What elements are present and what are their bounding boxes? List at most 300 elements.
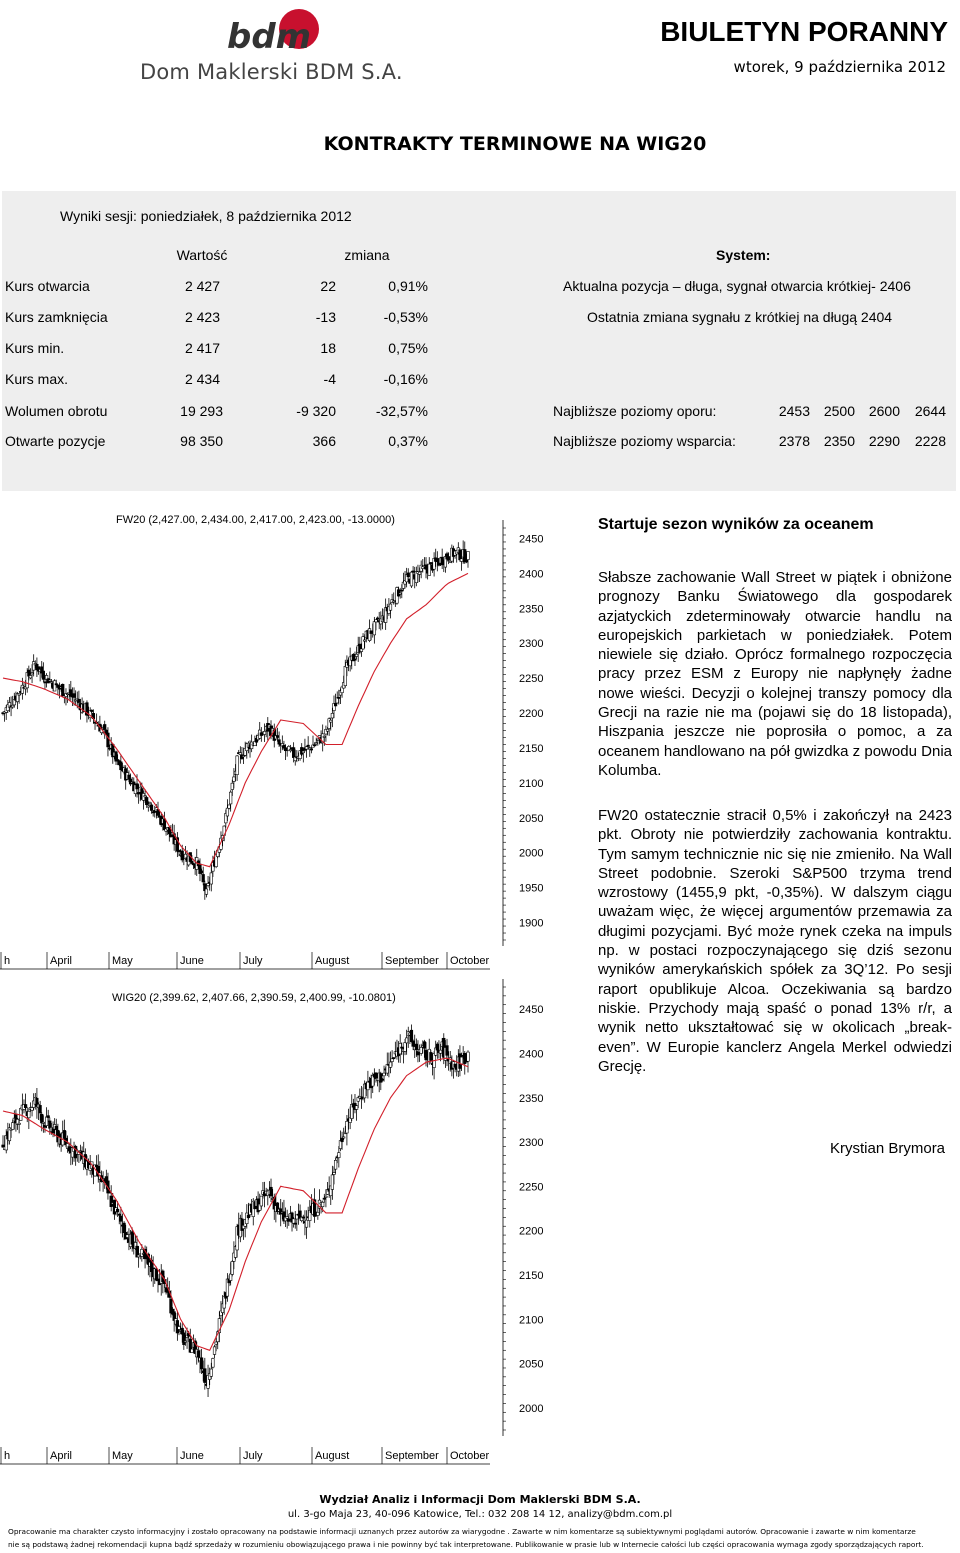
candle-body <box>118 1214 121 1215</box>
footer-address: ul. 3-go Maja 23, 40-096 Katowice, Tel.: 032 208 14 12, analizy@bdm.com.pl <box>287 1509 673 1520</box>
support-level: 2378 <box>778 433 810 449</box>
candle-body <box>137 792 140 794</box>
candle-body <box>32 662 35 671</box>
candle-body <box>404 1043 407 1052</box>
y-tick-label: 2050 <box>519 812 544 825</box>
candle-body <box>231 1261 234 1274</box>
commentary-title: Startuje sezon wyników za oceanem <box>598 516 874 533</box>
candle-body <box>45 1117 48 1126</box>
chart-title: FW20 (2,427.00, 2,434.00, 2,417.00, 2,423.00, -13.0000) <box>116 514 395 526</box>
candles <box>2 540 470 899</box>
candle-body <box>229 792 232 804</box>
candle <box>231 1260 234 1276</box>
system-last-signal: Ostatnia zmiana sygnału z krótkiej na długą 2404 <box>587 309 893 325</box>
candle <box>49 672 52 683</box>
x-axis <box>0 1447 490 1464</box>
candle-body <box>73 694 76 698</box>
candle-body <box>329 720 332 722</box>
candle <box>213 1345 216 1358</box>
candle <box>325 726 328 742</box>
candle-body <box>191 861 194 863</box>
candle <box>428 557 431 576</box>
candle-body <box>375 620 378 622</box>
candle-body <box>120 1216 123 1221</box>
candle-body <box>405 1038 408 1043</box>
candle-body <box>231 783 234 789</box>
x-axis <box>0 952 490 969</box>
candle-body <box>44 682 47 683</box>
candle <box>321 724 324 751</box>
candle-body <box>391 1059 394 1062</box>
candle-body <box>355 1106 358 1110</box>
candle <box>362 633 365 650</box>
candle <box>292 1217 295 1227</box>
candle-body <box>63 1130 66 1138</box>
candle-body <box>11 1123 14 1130</box>
row-value: 19 293 <box>180 403 223 419</box>
candle-body <box>200 871 203 873</box>
row-label: Kurs zamknięcia <box>5 309 108 325</box>
row-change: 22 <box>320 278 336 294</box>
candle <box>405 568 408 587</box>
x-tick-label: April <box>50 955 73 967</box>
resistance-label: Najbliższe poziomy oporu: <box>553 403 717 419</box>
candle <box>359 1088 362 1098</box>
x-tick-label: May <box>112 1450 133 1462</box>
y-tick-label: 2300 <box>519 638 544 651</box>
candle <box>463 1051 466 1075</box>
candle <box>350 1094 353 1121</box>
y-tick-label: 2250 <box>519 1181 544 1194</box>
candle <box>260 727 263 742</box>
candle <box>446 1039 449 1066</box>
row-label: Otwarte pozycje <box>5 433 106 449</box>
candle-body <box>289 750 292 751</box>
section-title: KONTRAKTY TERMINOWE NA WIG20 <box>323 133 707 155</box>
candle <box>305 746 308 758</box>
x-tick-label: July <box>243 1450 263 1462</box>
y-tick-label: 2400 <box>519 568 544 581</box>
candle <box>305 1210 308 1239</box>
support-label: Najbliższe poziomy wsparcia: <box>553 433 736 449</box>
row-label: Kurs min. <box>5 340 65 356</box>
candle-body <box>229 1274 232 1281</box>
candle-body <box>460 559 463 562</box>
candle <box>375 1072 378 1082</box>
candle <box>115 751 118 766</box>
candle <box>407 1027 410 1048</box>
candle-body <box>28 1111 31 1117</box>
candle-body <box>141 1249 144 1256</box>
candle <box>304 739 307 752</box>
candle-body <box>292 1219 295 1224</box>
resistance-level: 2600 <box>868 403 900 419</box>
y-tick-label: 2200 <box>519 1225 544 1238</box>
candle-body <box>31 673 34 674</box>
row-change-pct: -0,53% <box>383 309 428 325</box>
footer-disclaimer: Opracowanie ma charakter czysto informacyjny i zostało opracowany na podstawie informacji uznanych przez autorów za wiarygodne . Zawarte w nim komentarze są subiektywnymi poglądami autorów. Opracowanie i zawarte w nim komentarze <box>8 1527 916 1536</box>
candle <box>392 1057 395 1059</box>
company-name: Dom Maklerski BDM S.A. <box>140 60 403 84</box>
candle <box>42 662 45 682</box>
x-tick-label: September <box>385 1450 439 1462</box>
candle-body <box>323 736 326 737</box>
candle <box>308 747 311 757</box>
candle-body <box>410 1030 413 1041</box>
candle-body <box>49 680 52 681</box>
candle-body <box>389 1062 392 1067</box>
candle-body <box>178 850 181 852</box>
candle-body <box>399 593 402 594</box>
y-tick-label: 2300 <box>519 1137 544 1150</box>
y-tick-label: 2000 <box>519 847 544 860</box>
candle-body <box>333 1173 336 1175</box>
candle-body <box>323 1198 326 1199</box>
candle-body <box>18 694 21 695</box>
candle <box>415 567 418 587</box>
x-tick-label: h <box>4 1450 11 1462</box>
y-tick-label: 2450 <box>519 533 544 546</box>
candle <box>380 1072 383 1090</box>
candle-body <box>305 747 308 749</box>
candle-body <box>278 740 281 744</box>
candle-body <box>331 713 334 718</box>
row-value: 2 417 <box>184 340 220 356</box>
candle-body <box>415 1044 418 1050</box>
candle-body <box>42 671 45 679</box>
candle <box>176 832 179 857</box>
candle-body <box>11 705 14 707</box>
candle-body <box>381 1079 384 1080</box>
x-tick-label: August <box>315 1450 350 1462</box>
candle-body <box>213 1347 216 1355</box>
candle-body <box>386 1064 389 1073</box>
y-tick-label: 2350 <box>519 1092 544 1105</box>
candle-body <box>287 1219 290 1221</box>
candle-body <box>447 557 450 561</box>
candle <box>410 1024 413 1042</box>
candle <box>355 1105 358 1121</box>
candle <box>236 755 239 781</box>
candle-body <box>420 1047 423 1053</box>
candle-body <box>263 731 266 734</box>
candle <box>420 560 423 578</box>
row-label: Kurs otwarcia <box>5 278 90 294</box>
company-logo <box>225 8 325 60</box>
candle-body <box>362 637 365 649</box>
candle-body <box>412 571 415 572</box>
candle-body <box>283 745 286 748</box>
candle-body <box>344 666 347 685</box>
x-tick-label: September <box>385 955 439 967</box>
candle <box>142 791 145 810</box>
row-change: 18 <box>320 340 336 356</box>
moving-average-line <box>3 1058 468 1350</box>
candle-body <box>260 1196 263 1206</box>
system-header: System: <box>716 247 771 263</box>
candle-body <box>375 1073 378 1079</box>
y-tick-label: 2150 <box>519 742 544 755</box>
candle-body <box>307 745 310 746</box>
candle-body <box>204 1369 207 1383</box>
candle-body <box>47 1116 50 1118</box>
candle <box>74 690 77 706</box>
candle-body <box>207 883 210 885</box>
candle <box>276 1202 279 1214</box>
candle-body <box>428 564 431 575</box>
candle <box>207 1365 210 1397</box>
candle <box>342 1128 345 1140</box>
candle-body <box>412 1041 415 1046</box>
candle <box>467 1050 470 1072</box>
candle-body <box>418 572 421 574</box>
candle-body <box>294 1223 297 1224</box>
session-title: Wyniki sesji: poniedziałek, 8 października 2012 <box>60 208 352 224</box>
candle-body <box>376 618 379 619</box>
candle-body <box>430 562 433 563</box>
y-tick-label: 2350 <box>519 603 544 616</box>
candle <box>367 1071 370 1099</box>
candle-body <box>270 1187 273 1196</box>
candle <box>399 1034 402 1063</box>
candle <box>257 1191 260 1214</box>
row-change-pct: -0,16% <box>383 371 428 387</box>
candle-body <box>467 1052 470 1061</box>
candle <box>36 1088 39 1119</box>
x-tick-label: October <box>450 955 490 967</box>
row-change-pct: -32,57% <box>375 403 428 419</box>
candle <box>296 1214 299 1231</box>
candle-body <box>310 749 313 750</box>
candle <box>183 1330 186 1350</box>
candle-body <box>239 753 242 755</box>
candle-body <box>31 1108 34 1111</box>
candle-body <box>302 751 305 753</box>
candle-body <box>321 1202 324 1206</box>
row-label: Wolumen obrotu <box>5 403 108 419</box>
candle-body <box>430 1052 433 1060</box>
candle-body <box>113 1200 116 1214</box>
candle-body <box>210 873 213 884</box>
candle-body <box>302 1217 305 1218</box>
resistance-level: 2453 <box>778 403 810 419</box>
candle-body <box>292 748 295 758</box>
wig20-candlestick-chart <box>0 975 560 1470</box>
candle <box>86 700 89 722</box>
candle-body <box>401 590 404 591</box>
candles <box>2 1024 470 1397</box>
y-tick-label: 2000 <box>519 1402 544 1415</box>
candle-body <box>144 796 147 797</box>
row-value: 2 434 <box>184 371 220 387</box>
candle-body <box>423 1042 426 1048</box>
candle <box>315 738 318 746</box>
candle-body <box>346 1121 349 1133</box>
support-level: 2228 <box>914 433 946 449</box>
candle-body <box>163 819 166 830</box>
y-tick-label: 2450 <box>519 1004 544 1017</box>
candle-body <box>107 733 110 747</box>
candle-body <box>341 1138 344 1142</box>
candle-body <box>191 1349 194 1352</box>
row-change-pct: 0,75% <box>388 340 428 356</box>
candle-body <box>383 1073 386 1076</box>
candle <box>389 602 392 618</box>
column-header-value: Wartość <box>176 247 228 263</box>
candle-body <box>355 654 358 656</box>
row-value: 2 427 <box>184 278 220 294</box>
bulletin-title: BIULETYN PORANNY <box>660 16 948 47</box>
candle <box>173 825 176 851</box>
candle-body <box>29 676 32 678</box>
resistance-level: 2644 <box>914 403 946 419</box>
candle-body <box>313 745 316 746</box>
candle-body <box>338 1153 341 1158</box>
session-results-panel <box>2 191 956 491</box>
candle-body <box>147 806 150 807</box>
candle <box>433 552 436 576</box>
candle-body <box>202 874 205 882</box>
candle-body <box>78 699 81 702</box>
y-tick-label: 2200 <box>519 708 544 721</box>
y-tick-label: 2400 <box>519 1048 544 1061</box>
candle-body <box>436 1044 439 1050</box>
candle <box>441 549 444 569</box>
row-change: -13 <box>315 309 336 325</box>
x-tick-label: April <box>50 1450 73 1462</box>
candle <box>202 867 205 886</box>
candle-body <box>334 703 337 706</box>
row-change: 366 <box>312 433 336 449</box>
candle-body <box>215 1342 218 1344</box>
y-tick-label: 2050 <box>519 1358 544 1371</box>
candle-body <box>439 1050 442 1053</box>
candle-body <box>459 550 462 560</box>
y-tick-label: 1950 <box>519 882 544 895</box>
candle-body <box>233 777 236 781</box>
candle-body <box>467 551 470 559</box>
candle <box>163 812 166 831</box>
moving-average <box>3 573 468 866</box>
candle <box>176 1311 179 1341</box>
candle <box>323 1194 326 1203</box>
row-label: Kurs max. <box>5 371 69 387</box>
support-level: 2290 <box>868 433 900 449</box>
candle <box>334 1158 337 1174</box>
chart-title: WIG20 (2,399.62, 2,407.66, 2,390.59, 2,400.99, -10.0801) <box>112 992 396 1004</box>
candle <box>354 1094 357 1113</box>
candle-body <box>28 670 31 676</box>
author-name: Krystian Brymora <box>830 1140 946 1157</box>
logo-text: bdm <box>227 17 312 57</box>
row-change: -9 320 <box>296 403 336 419</box>
y-tick-label: 2250 <box>519 673 544 686</box>
candle <box>61 683 64 696</box>
column-header-change: zmiana <box>344 247 390 263</box>
candle-body <box>315 743 318 744</box>
candle <box>410 571 413 588</box>
candle <box>70 681 73 701</box>
x-tick-label: June <box>180 955 204 967</box>
candle <box>313 1188 316 1223</box>
candle <box>103 721 106 739</box>
candle <box>384 599 387 630</box>
x-tick-label: October <box>450 1450 490 1462</box>
commentary-paragraph: Słabsze zachowanie Wall Street w piątek i obniżone prognozy Banku Światowego dla gospodarek azjatyckich zdeterminowały otwarcie handlu na europejskich parkietach w poniedziałek. Potem niewiele się działo. Oprócz formalnego rozpoczęcia pracy przez ESM z Europy nie napłynęły żadne nowe wieści. Decyzji o kolejnej transzy pomocy dla Grecji na razie nie ma (pojawi się do 18 listopada), Hiszpania jeszcze nie poprosiła o pomoc, a za oceanem handlowano na pół gwizdka z powodu Dnia Kolumba. <box>598 569 952 779</box>
candle-body <box>55 1126 58 1130</box>
footer-department: Wydział Analiz i Informacji Dom Maklerski BDM S.A. <box>319 1493 641 1506</box>
candle-body <box>53 681 56 691</box>
candle <box>200 1349 203 1374</box>
candle-body <box>373 622 376 635</box>
candle <box>338 1146 341 1167</box>
candle-body <box>276 736 279 738</box>
candle-body <box>39 1105 42 1113</box>
row-change: -4 <box>323 371 336 387</box>
candle <box>65 688 68 705</box>
candle-body <box>342 1137 345 1138</box>
candle-body <box>110 1196 113 1207</box>
x-tick-label: May <box>112 955 133 967</box>
row-value: 2 423 <box>184 309 220 325</box>
candle-body <box>197 1351 200 1357</box>
candle <box>308 1200 311 1227</box>
y-tick-label: 2150 <box>519 1269 544 1282</box>
candle-body <box>149 802 152 803</box>
candle-body <box>24 1104 27 1107</box>
candle-body <box>126 1235 129 1238</box>
candle-body <box>317 1212 320 1215</box>
candle <box>212 1358 215 1369</box>
candle <box>354 652 357 666</box>
candle-body <box>200 1358 203 1369</box>
candle-body <box>247 1215 250 1218</box>
candle-body <box>21 685 24 693</box>
system-current-position: Aktualna pozycja – długa, sygnał otwarcia krótkiej- 2406 <box>563 278 911 294</box>
candle-body <box>305 1220 308 1227</box>
candle-body <box>150 805 153 811</box>
bulletin-date: wtorek, 9 października 2012 <box>733 58 946 76</box>
candle <box>318 1189 321 1215</box>
commentary-paragraph: FW20 ostatecznie stracił 0,5% i zakończył na 2423 pkt. Obroty nie potwierdziły zachowania kontraktu. Tym samym technicznie nic się nie zmieniło. Na Wall Street podobnie. Szeroki S&P500 trzyma trend wzrostowy (1455,9 pkt, -0,35%). W dalszym ciągu uważam więc, że więcej argumentów przemawia za długimi pozycjami. Być może rynek czeka na impuls np. w postaci rozpoczynającego się dziś sezonu wyników amerykańskich spółek za 3Q’12. Po sesji raport opublikuje Alcoa. Oczekiwania są bardzo niskie. Przychody mają spaść o ponad 13% r/r, a wynik netto ukształtować się w okolicach „break-even”. W Europie kanclerz Angela Merkel odwiedzi Grecję. <box>598 807 952 1075</box>
footer-disclaimer: nie są podstawą żadnej rekomendacji kupna bądź sprzedaży w rozumieniu obowiązującego prawa i nie powinny być tak interpretowane. Publikowanie w prasie lub w Internecie całości lub części opracowania wymaga zgody sporządzających raport. <box>8 1540 924 1549</box>
fw20-candlestick-chart <box>0 500 560 975</box>
candle <box>110 1185 113 1211</box>
y-tick-label: 2100 <box>519 777 544 790</box>
candle-body <box>334 1160 337 1169</box>
candle-body <box>399 1043 402 1054</box>
candle-body <box>449 561 452 562</box>
candle-body <box>40 1114 43 1123</box>
candle <box>8 1123 11 1144</box>
x-tick-label: June <box>180 1450 204 1462</box>
candle-body <box>228 805 231 808</box>
candle-body <box>401 1047 404 1048</box>
candle <box>120 754 123 778</box>
y-axis <box>503 979 543 1436</box>
moving-average-line <box>3 573 468 866</box>
candle <box>2 1135 5 1148</box>
candle-body <box>367 1082 370 1090</box>
candle-body <box>407 573 410 577</box>
candle-body <box>178 1327 181 1330</box>
candle-body <box>392 1058 395 1059</box>
candle-body <box>116 1209 119 1212</box>
candle-body <box>184 1341 187 1342</box>
support-level: 2350 <box>823 433 855 449</box>
x-tick-label: h <box>4 955 11 967</box>
candle-body <box>226 808 229 816</box>
